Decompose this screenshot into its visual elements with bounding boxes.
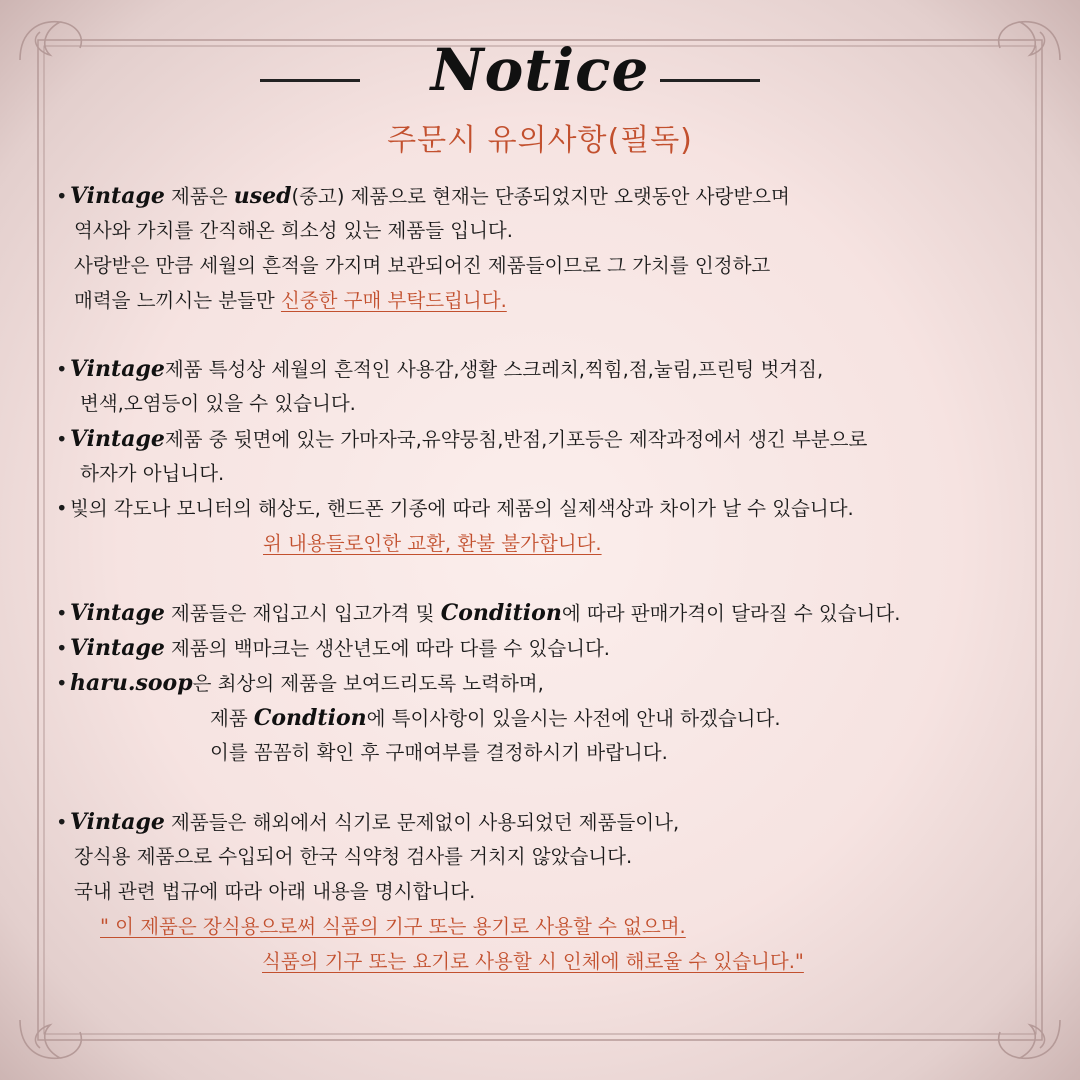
bullet-icon: • xyxy=(56,358,68,381)
bullet-icon: • xyxy=(56,672,68,695)
notice-line: • 빛의 각도나 모니터의 해상도, 핸드폰 기종에 따라 제품의 실제색상과 차이가 날 수 있습니다. xyxy=(56,497,854,520)
notice-line: 제품 Condtion에 특이사항이 있을시는 사전에 안내 하겠습니다. xyxy=(210,705,781,731)
notice-line: • Vintage제품 중 뒷면에 있는 가마자국,유약뭉침,반점,기포등은 제작과정에서 생긴 부분으로 xyxy=(56,426,868,452)
notice-line: • haru.soop은 최상의 제품을 보여드리도록 노력하며, xyxy=(56,670,544,696)
title-rule-right xyxy=(660,79,760,82)
notice-line: • Vintage 제품들은 재입고시 입고가격 및 Condition에 따라 판매가격이 달라질 수 있습니다. xyxy=(56,600,901,626)
bullet-icon: • xyxy=(56,602,68,625)
notice-line: • Vintage 제품의 백마크는 생산년도에 따라 다를 수 있습니다. xyxy=(56,635,611,661)
notice-line: 이를 꼼꼼히 확인 후 구매여부를 결정하시기 바랍니다. xyxy=(210,741,668,764)
bullet-icon: • xyxy=(56,811,68,834)
notice-line: • Vintage제품 특성상 세월의 흔적인 사용감,생활 스크레치,찍힘,점,눌림,프린팅 벗겨짐, xyxy=(56,356,824,382)
notice-line: 역사와 가치를 간직해온 희소성 있는 제품들 입니다. xyxy=(74,219,513,242)
page-subtitle: 주문시 유의사항(필독) xyxy=(387,123,693,158)
notice-line: 장식용 제품으로 수입되어 한국 식약청 검사를 거치지 않았습니다. xyxy=(74,845,633,868)
notice-line: 매력을 느끼시는 분들만 신중한 구매 부탁드립니다. xyxy=(74,289,507,312)
notice-line: 국내 관련 법규에 따라 아래 내용을 명시합니다. xyxy=(74,880,476,903)
emphasis-text: 위 내용들로인한 교환, 환불 불가합니다. xyxy=(263,532,602,555)
bullet-icon: • xyxy=(56,185,68,208)
notice-line: 하자가 아닙니다. xyxy=(80,462,225,485)
bullet-icon: • xyxy=(56,428,68,451)
emphasis-text: 식품의 기구 또는 요기로 사용할 시 인체에 해로울 수 있습니다." xyxy=(262,950,804,973)
emphasis-text: " 이 제품은 장식용으로써 식품의 기구 또는 용기로 사용할 수 없으며. xyxy=(100,915,686,938)
notice-line: • Vintage 제품은 used(중고) 제품으로 현재는 단종되었지만 오랫동안 사랑받으며 xyxy=(56,183,790,209)
notice-line: 변색,오염등이 있을 수 있습니다. xyxy=(80,392,356,415)
bullet-icon: • xyxy=(56,637,68,660)
bullet-icon: • xyxy=(56,497,68,520)
notice-line: 사랑받은 만큼 세월의 흔적을 가지며 보관되어진 제품들이므로 그 가치를 인정하고 xyxy=(74,254,771,277)
notice-line: • Vintage 제품들은 해외에서 식기로 문제없이 사용되었던 제품들이나, xyxy=(56,809,680,835)
page-title: Notice xyxy=(430,36,650,104)
emphasis-text: 신중한 구매 부탁드립니다. xyxy=(280,289,507,312)
